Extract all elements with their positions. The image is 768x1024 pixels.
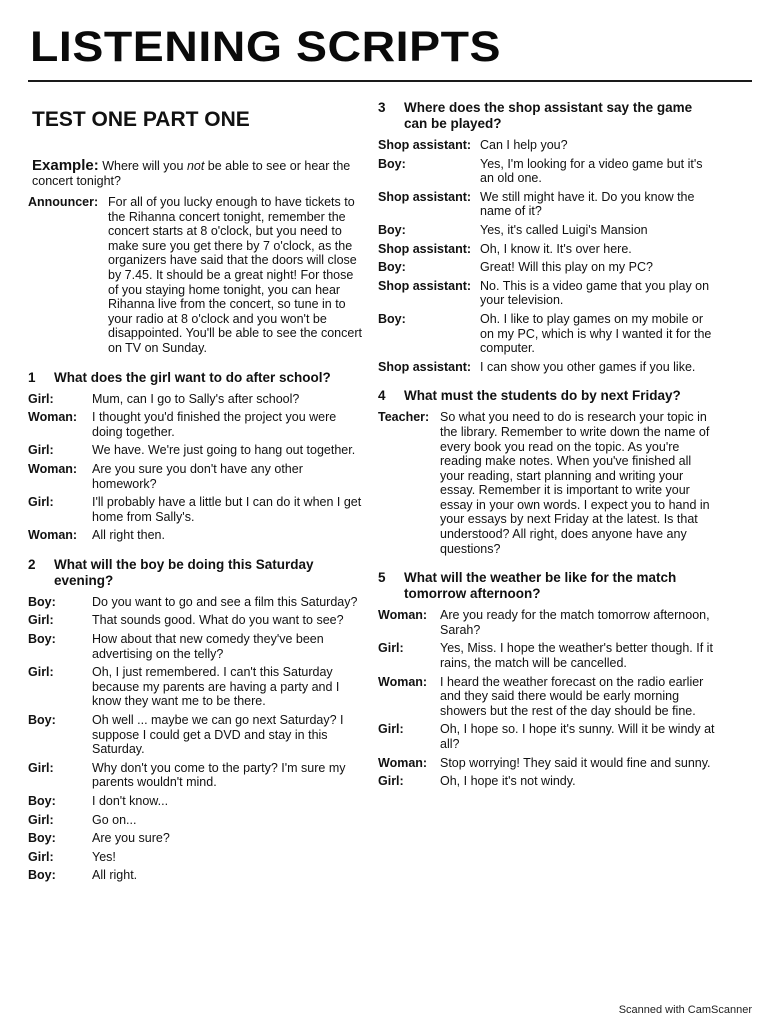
page-title: LISTENING SCRIPTS [30, 23, 502, 71]
dialogue-text: All right then. [92, 528, 165, 543]
question-heading [28, 370, 366, 386]
dialogue-line [28, 528, 366, 543]
script-block [28, 557, 366, 897]
dialogue-text: Do you want to go and see a film this Saturday? [92, 594, 358, 609]
speaker-label: Boy: [28, 713, 56, 728]
speaker-label: Boy: [378, 260, 406, 275]
speaker-label: Shop assistant: [378, 189, 472, 204]
question-number: 2 [28, 556, 36, 572]
question-text: What will the boy be doing this Saturday evening? [54, 556, 314, 588]
dialogue-text: We still might have it. Do you know the name of it? [480, 189, 695, 219]
dialogue-line [28, 595, 366, 610]
dialogue-text: Are you ready for the match tomorrow afternoon, Sarah? [440, 608, 710, 637]
dialogue-line [378, 190, 718, 219]
question-heading [28, 557, 366, 589]
dialogue-text: Yes, I'm looking for a video game but it's an old one. [480, 156, 703, 186]
dialogue-line [378, 608, 718, 637]
dialogue-line [378, 312, 718, 356]
dialogue-text: Yes, it's called Luigi's Mansion [480, 222, 648, 237]
right-column [378, 100, 718, 803]
script-block [378, 388, 718, 570]
dialogue-text: I thought you'd finished the project you were doing together. [92, 410, 337, 439]
dialogue-text: Are you sure you don't have any other homework? [92, 461, 303, 491]
dialogue-line [28, 665, 366, 709]
speaker-label: Girl: [378, 641, 404, 656]
speaker-label: Girl: [28, 760, 54, 775]
dialogue-text: Yes, Miss. I hope the weather's better though. If it rains, the match will be cancelled. [440, 641, 713, 671]
speaker-label: Shop assistant: [378, 278, 472, 293]
dialogue-line [378, 279, 718, 308]
example-text-pre: Where will you [102, 159, 187, 173]
question-text: What must the students do by next Friday? [404, 388, 681, 404]
dialogue-line [378, 223, 718, 238]
speaker-label: Girl: [28, 812, 54, 827]
dialogue-text: Oh, I know it. It's over here. [480, 241, 632, 256]
dialogue-text: Oh, I hope it's not windy. [440, 774, 576, 789]
dialogue-text: For all of you lucky enough to have tickets to the Rihanna concert tonight, remember the concert starts at 8 o'clock, but you need to make sure you get there by 7 o'clock, as the organizers have said that the doors will close by 7.45. It should be a great night! For those of you staying home tonight, you can hear Rihanna live from the concert, so tune in to your radio at 8 o'clock and you won't be disappointed. You'll be able to see the concert on TV on Sunday. [108, 195, 362, 355]
dialogue-line [28, 443, 366, 458]
dialogue-line [378, 242, 718, 257]
left-script-blocks [28, 195, 366, 897]
question-heading [378, 388, 718, 404]
speaker-label: Girl: [378, 774, 404, 789]
question-heading [378, 570, 718, 602]
speaker-label: Woman: [28, 461, 78, 476]
speaker-label: Shop assistant: [378, 138, 472, 152]
speaker-label: Girl: [28, 391, 54, 406]
dialogue-line [378, 641, 718, 670]
dialogue-line [28, 868, 366, 883]
speaker-label: Boy: [28, 831, 56, 846]
section-title: TEST ONE PART ONE [32, 108, 250, 131]
example-label: Example: [32, 157, 99, 174]
speaker-label: Boy: [28, 868, 56, 883]
dialogue-line [28, 495, 366, 524]
dialogue-line [378, 774, 718, 789]
dialogue-text: Oh well ... maybe we can go next Saturday? I suppose I could get a DVD and stay in this Saturday. [92, 713, 344, 757]
speaker-label: Woman: [378, 608, 428, 623]
speaker-label: Announcer: [28, 195, 99, 209]
dialogue-text: We have. We're just going to hang out together. [92, 443, 356, 458]
speaker-label: Boy: [378, 156, 406, 171]
dialogue-line [378, 157, 718, 186]
question-text: Where does the shop assistant say the game can be played? [404, 100, 693, 131]
speaker-label: Girl: [28, 613, 54, 628]
dialogue-text: So what you need to do is research your topic in the library. Remember to write down the name of every book you read on the topic. As you're reading make notes. When you've finished all your reading, start planning and writing your essay. Remember it is important to write your essay in your own words. I expect you to hand in your essays by next Friday at the latest. Is that understood? All right, does anyone have any questions? [440, 410, 710, 556]
dialogue-text: Oh, I just remembered. I can't this Saturday because my parents are having a party and I know they want me to be there. [92, 665, 340, 709]
question-number: 5 [378, 570, 386, 586]
dialogue-text: Are you sure? [92, 831, 170, 846]
question-text: What will the weather be like for the match tomorrow afternoon? [404, 570, 677, 602]
dialogue-text: I don't know... [92, 794, 169, 808]
dialogue-line [28, 794, 366, 809]
dialogue-line [378, 675, 718, 719]
script-block [378, 570, 718, 803]
dialogue-line [28, 831, 366, 846]
dialogue-line [378, 756, 718, 771]
dialogue-line [28, 462, 366, 491]
script-block [378, 100, 718, 388]
speaker-label: Boy: [378, 311, 406, 326]
dialogue-line [378, 722, 718, 751]
dialogue-line [28, 392, 366, 407]
dialogue-text: Yes! [92, 849, 116, 864]
dialogue-text: I can show you other games if you like. [480, 359, 696, 374]
question-number: 4 [378, 388, 386, 404]
dialogue-line [28, 713, 366, 757]
dialogue-text: All right. [92, 868, 138, 883]
scanner-footer: Scanned with CamScanner [618, 1004, 752, 1016]
dialogue-line [378, 410, 718, 556]
speaker-label: Teacher: [378, 410, 430, 425]
dialogue-line [28, 632, 366, 661]
dialogue-text: I heard the weather forecast on the radio earlier and they said there would be early morning showers but the rest of the day should be fine. [440, 674, 704, 718]
dialogue-line [378, 138, 718, 153]
example-question [32, 158, 366, 189]
speaker-label: Shop assistant: [378, 241, 472, 256]
speaker-label: Girl: [28, 849, 54, 864]
title-rule [28, 80, 752, 82]
speaker-label: Boy: [28, 594, 56, 609]
dialogue-text: Can I help you? [480, 138, 568, 152]
speaker-label: Girl: [378, 722, 404, 737]
speaker-label: Girl: [28, 495, 54, 510]
dialogue-text: Mum, can I go to Sally's after school? [92, 391, 300, 406]
script-block [28, 195, 366, 370]
left-column [28, 100, 366, 897]
question-number: 3 [378, 100, 386, 115]
dialogue-line [28, 761, 366, 790]
dialogue-line [28, 850, 366, 865]
dialogue-text: No. This is a video game that you play on your television. [480, 278, 710, 308]
right-script-blocks [378, 100, 718, 803]
dialogue-text: Oh. I like to play games on my mobile or on my PC, which is why I wanted it for the computer. [480, 311, 712, 356]
speaker-label: Shop assistant: [378, 359, 472, 374]
speaker-label: Woman: [28, 410, 78, 425]
dialogue-text: Oh, I hope so. I hope it's sunny. Will it be windy at all? [440, 722, 715, 751]
question-heading [378, 100, 718, 132]
dialogue-text: That sounds good. What do you want to see? [92, 613, 344, 628]
question-text: What does the girl want to do after school? [54, 369, 331, 385]
speaker-label: Woman: [378, 755, 428, 770]
dialogue-text: Go on... [92, 812, 137, 827]
speaker-label: Boy: [378, 222, 406, 237]
speaker-label: Boy: [28, 632, 56, 647]
dialogue-line [28, 613, 366, 628]
dialogue-line [378, 360, 718, 375]
dialogue-line [378, 260, 718, 275]
dialogue-text: Why don't you come to the party? I'm sure my parents wouldn't mind. [92, 760, 346, 790]
dialogue-text: Great! Will this play on my PC? [480, 260, 653, 275]
script-block [28, 370, 366, 557]
dialogue-line [28, 813, 366, 828]
dialogue-text: How about that new comedy they've been advertising on the telly? [92, 632, 324, 661]
dialogue-text: I'll probably have a little but I can do it when I get home from Sally's. [92, 495, 362, 524]
speaker-label: Girl: [28, 443, 54, 458]
speaker-label: Girl: [28, 665, 54, 680]
dialogue-line [28, 195, 366, 356]
example-text-post: be able to see or hear the concert tonight? [32, 159, 351, 188]
speaker-label: Woman: [28, 528, 78, 543]
speaker-label: Boy: [28, 794, 56, 808]
speaker-label: Woman: [378, 674, 428, 689]
example-text-emphasis: not [186, 159, 205, 173]
question-number: 1 [28, 369, 36, 385]
dialogue-line [28, 410, 366, 439]
dialogue-text: Stop worrying! They said it would fine and sunny. [440, 755, 711, 770]
